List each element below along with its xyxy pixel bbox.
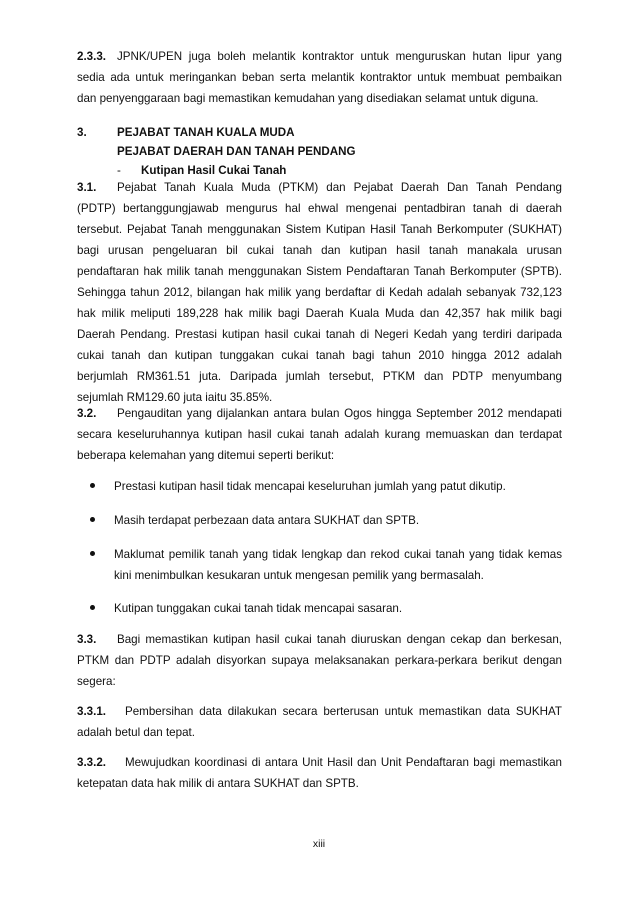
paragraph-3-3: 3.3. Bagi memastikan kutipan hasil cukai tanah diuruskan dengan cekap dan berkesan, PTKM dan PDTP adalah disyorkan supaya melaksanakan perkara-perkara berikut dengan segera:: [77, 629, 562, 692]
section-title-line-2: PEJABAT DAERAH DAN TANAH PENDANG: [117, 145, 356, 158]
paragraph-3-2: 3.2. Pengauditan yang dijalankan antara bulan Ogos hingga September 2012 mendapati secara keseluruhannya kutipan hasil cukai tanah adalah kurang memuaskan dan terdapat beberapa kelemahan yang ditemui seperti berikut:: [77, 403, 562, 466]
section-subtitle: Kutipan Hasil Cukai Tanah: [141, 164, 287, 177]
bullet-icon: [90, 551, 95, 556]
paragraph-number: 2.3.3.: [77, 50, 107, 63]
paragraph-line: 2.3.3. JPNK/UPEN juga boleh melantik kontraktor untuk menguruskan hutan lipur yang: [77, 46, 562, 67]
paragraph-3-3-1: 3.3.1. Pembersihan data dilakukan secara berterusan untuk memastikan data SUKHAT adalah betul dan tepat.: [77, 701, 562, 743]
section-3-heading: [77, 123, 562, 180]
paragraph-number: 3.3.2.: [77, 756, 107, 769]
paragraph-number: 3.3.: [77, 633, 97, 646]
document-page: 2.3.3. JPNK/UPEN juga boleh melantik kontraktor untuk menguruskan hutan lipur yang sedia ada untuk meringankan beban serta melantik kontraktor untuk membuat pembaikan dan penyenggaraan bagi memastikan kemudahan yang disediakan selamat untuk diguna. 3. PEJABAT TANAH KUALA MUDA PEJABAT DAERAH DAN TANAH PENDANG - Kutipan Hasil Cukai Tanah 3.1. Pejabat Tanah Kuala Muda (PTKM) dan Pejabat Daerah Dan Tanah Pendang (PDTP) bertanggungjawab mengurus hal ehwal mengenai pentadbiran tanah di daerah tersebut. Pejabat Tanah menggunakan Sistem Kutipan Hasil Tanah Berkomputer (SUKHAT) bagi urusan pengeluaran bil cukai tanah dan kutipan hasil tanah manakala urusan pendaftaran hak milik tanah menggunakan Sistem Pendaftaran Tanah Berkomputer (SPTB). Sehingga tahun 2012, bilangan hak milik yang berdaftar di Kedah adalah sebanyak 732,123 hak milik meliputi 189,228 hak milik bagi Daerah Kuala Muda dan 42,357 hak milik bagi Daerah Pendang. Prestasi kutipan hasil cukai tanah di Negeri Kedah yang terdiri daripada cukai tanah dan kutipan tunggakan cukai tanah bagi tahun 2010 hingga 2012 adalah berjumlah RM361.51 juta. Daripada jumlah tersebut, PTKM dan PDTP menyumbang sejumlah RM129.60 juta iaitu 35.85%. 3.2. Pengauditan yang dijalankan antara bulan Ogos hingga September 2012 mendapati secara keseluruhannya kutipan hasil cukai tanah adalah kurang memuaskan dan terdapat beberapa kelemahan yang ditemui seperti berikut: Prestasi kutipan hasil tidak mencapai keseluruhan jumlah yang patut dikutip. Masih terdapat perbezaan data antara SUKHAT dan SPTB. Maklumat pemilik tanah yang tidak lengkap dan rekod cukai tanah yang tidak kemas kini menimbulkan kesukaran untuk mengesan pemilik yang bermasalah. Kutipan tunggakan cukai tanah tidak mencapai sasaran. 3.3. Bagi memastikan kutipan hasil cukai tanah diuruskan dengan cekap dan berkesan, PTKM dan PDTP adalah disyorkan supaya melaksanakan perkara-perkara berikut dengan segera: 3.3.1. Pembersihan data dilakukan secara berterusan untuk memastikan data SUKHAT adalah betul dan tepat. 3.3.2. Mewujudkan koordinasi di antara Unit Hasil dan Unit Pendaftaran bagi memastikan ketepatan data hak milik di antara SUKHAT dan SPTB. xiii: [0, 0, 638, 903]
bullet-icon: [90, 483, 95, 488]
paragraph-3-3-2: 3.3.2. Mewujudkan koordinasi di antara Unit Hasil dan Unit Pendaftaran bagi memastikan ketepatan data hak milik di antara SUKHAT dan SPTB.: [77, 752, 562, 794]
paragraph-number: 3.3.1.: [77, 705, 107, 718]
bullet-icon: [90, 605, 95, 610]
paragraph-number: 3.2.: [77, 407, 97, 420]
paragraph-line: sedia ada untuk meringankan beban serta melantik kontraktor untuk membuat pembaikan: [77, 71, 562, 84]
paragraph-2-3-3: [77, 46, 562, 109]
paragraph-number: 3.1.: [77, 181, 97, 194]
paragraph-line: dan penyenggaraan bagi memastikan kemudahan yang disediakan selamat untuk diguna.: [77, 92, 539, 105]
section-title-line-1: PEJABAT TANAH KUALA MUDA: [117, 126, 295, 139]
subtitle-dash: -: [117, 164, 121, 177]
bullet-icon: [90, 517, 95, 522]
page-number: xiii: [312, 838, 326, 850]
paragraph-3-1: 3.1. Pejabat Tanah Kuala Muda (PTKM) dan Pejabat Daerah Dan Tanah Pendang (PDTP) bertanggungjawab mengurus hal ehwal mengenai pentadbiran tanah di daerah tersebut. Pejabat Tanah menggunakan Sistem Kutipan Hasil Tanah Berkomputer (SUKHAT) bagi urusan pengeluaran bil cukai tanah dan kutipan hasil tanah manakala urusan pendaftaran hak milik tanah menggunakan Sistem Pendaftaran Tanah Berkomputer (SPTB). Sehingga tahun 2012, bilangan hak milik yang berdaftar di Kedah adalah sebanyak 732,123 hak milik meliputi 189,228 hak milik bagi Daerah Kuala Muda dan 42,357 hak milik bagi Daerah Pendang. Prestasi kutipan hasil cukai tanah di Negeri Kedah yang terdiri daripada cukai tanah dan kutipan tunggakan cukai tanah bagi tahun 2010 hingga 2012 adalah berjumlah RM361.51 juta. Daripada jumlah tersebut, PTKM dan PDTP menyumbang sejumlah RM129.60 juta iaitu 35.85%.: [77, 177, 562, 408]
section-number: 3.: [77, 126, 87, 139]
